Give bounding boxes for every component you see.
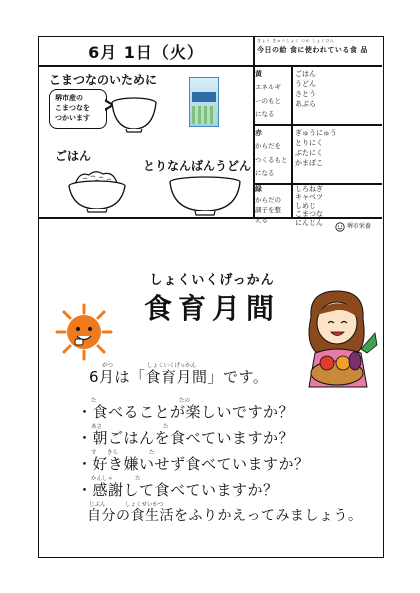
food-item: さとう	[295, 90, 316, 99]
milk-carton-icon	[189, 77, 219, 127]
article-line-closing: 自分の食生活をふりかえってみましょう。	[87, 508, 363, 524]
food-label-udon: とりなんばんうどん	[143, 159, 252, 173]
furigana: きら	[107, 450, 119, 456]
food-item: こまつな	[295, 210, 323, 219]
furigana: しょくせいかつ	[125, 502, 164, 508]
group-desc: える	[255, 215, 268, 224]
food-item: ぎゅうにゅう	[295, 129, 337, 137]
title-furigana: しょくいくげっかん	[149, 273, 275, 288]
callout-line: 堺市産の	[55, 94, 83, 102]
group-desc: ーのもと	[255, 96, 281, 105]
group-desc: からだの	[255, 195, 281, 204]
furigana: しょくいくげっかん	[147, 363, 197, 369]
furigana: たの	[179, 398, 191, 404]
food-item: うどん	[295, 80, 316, 89]
menu-sheet	[38, 36, 384, 558]
food-item: あぶら	[295, 100, 316, 109]
food-item: キャベツ	[295, 193, 323, 202]
header-divider	[39, 65, 382, 67]
feature-title: こまつなのいために	[49, 73, 158, 87]
group-desc: つくるもと	[255, 155, 288, 164]
food-item: ぶたにく	[295, 149, 323, 158]
callout-line: こまつなを	[55, 104, 90, 113]
food-item: しろねぎ	[295, 185, 323, 193]
furigana: た	[149, 450, 155, 456]
group-name: 赤	[255, 129, 262, 137]
todays-foods-heading	[255, 39, 383, 63]
furigana: かんしゃ	[91, 476, 114, 482]
smile-face-icon	[335, 222, 345, 232]
callout-line: つかいます	[55, 114, 90, 123]
food-items-yellow	[295, 69, 381, 110]
article-line-question: ・朝ごはんを食べていますか？	[77, 429, 295, 447]
food-items-red	[295, 128, 381, 169]
heading-text: 今日の給 食に使われている食 品	[257, 46, 368, 54]
rice-bowl-icon	[65, 169, 129, 213]
group-desc: になる	[255, 168, 275, 177]
food-item: かまぼこ	[295, 159, 323, 168]
furigana: じぶん	[89, 502, 106, 508]
food-item: しめじ	[295, 201, 316, 210]
article-line-question: ・好き嫌いせず食べていますか？	[77, 455, 310, 473]
group-name: 黄	[255, 70, 262, 78]
group-desc: からだを	[255, 142, 281, 151]
group-desc: エネルギ	[255, 83, 281, 92]
group-desc: 調子を整	[255, 205, 281, 214]
article-line-intro: 6月は「食育月間」です。	[89, 368, 269, 386]
date-heading: 6月 1日（火）	[88, 42, 204, 62]
furigana: た	[91, 398, 97, 404]
food-label-rice: ごはん	[55, 149, 92, 163]
udon-bowl-icon	[167, 175, 243, 217]
nutrition-logo-text: 堺市栄養	[346, 223, 371, 230]
furigana: す	[91, 450, 97, 456]
heading-furigana: きょう きゅうしょく つか しょくひん	[257, 38, 335, 43]
furigana: あさ	[91, 424, 103, 430]
food-item: にんじん	[295, 218, 323, 227]
food-item: ごはん	[295, 70, 316, 78]
girl-with-vegetables-icon	[297, 287, 379, 391]
furigana: た	[163, 424, 169, 430]
article-title: 食育月間	[143, 292, 280, 325]
group-name: 緑	[255, 185, 262, 193]
group-desc: になる	[255, 109, 275, 118]
article-line-question: ・食べることが楽しいですか？	[77, 403, 295, 421]
local-produce-callout	[49, 89, 107, 129]
small-bowl-icon	[109, 95, 159, 133]
article-line-question: ・感謝して食べていますか？	[77, 481, 279, 499]
nutrition-logo	[335, 221, 371, 232]
furigana: がつ	[102, 363, 114, 369]
food-item: とりにく	[295, 139, 323, 148]
furigana: た	[135, 476, 141, 482]
